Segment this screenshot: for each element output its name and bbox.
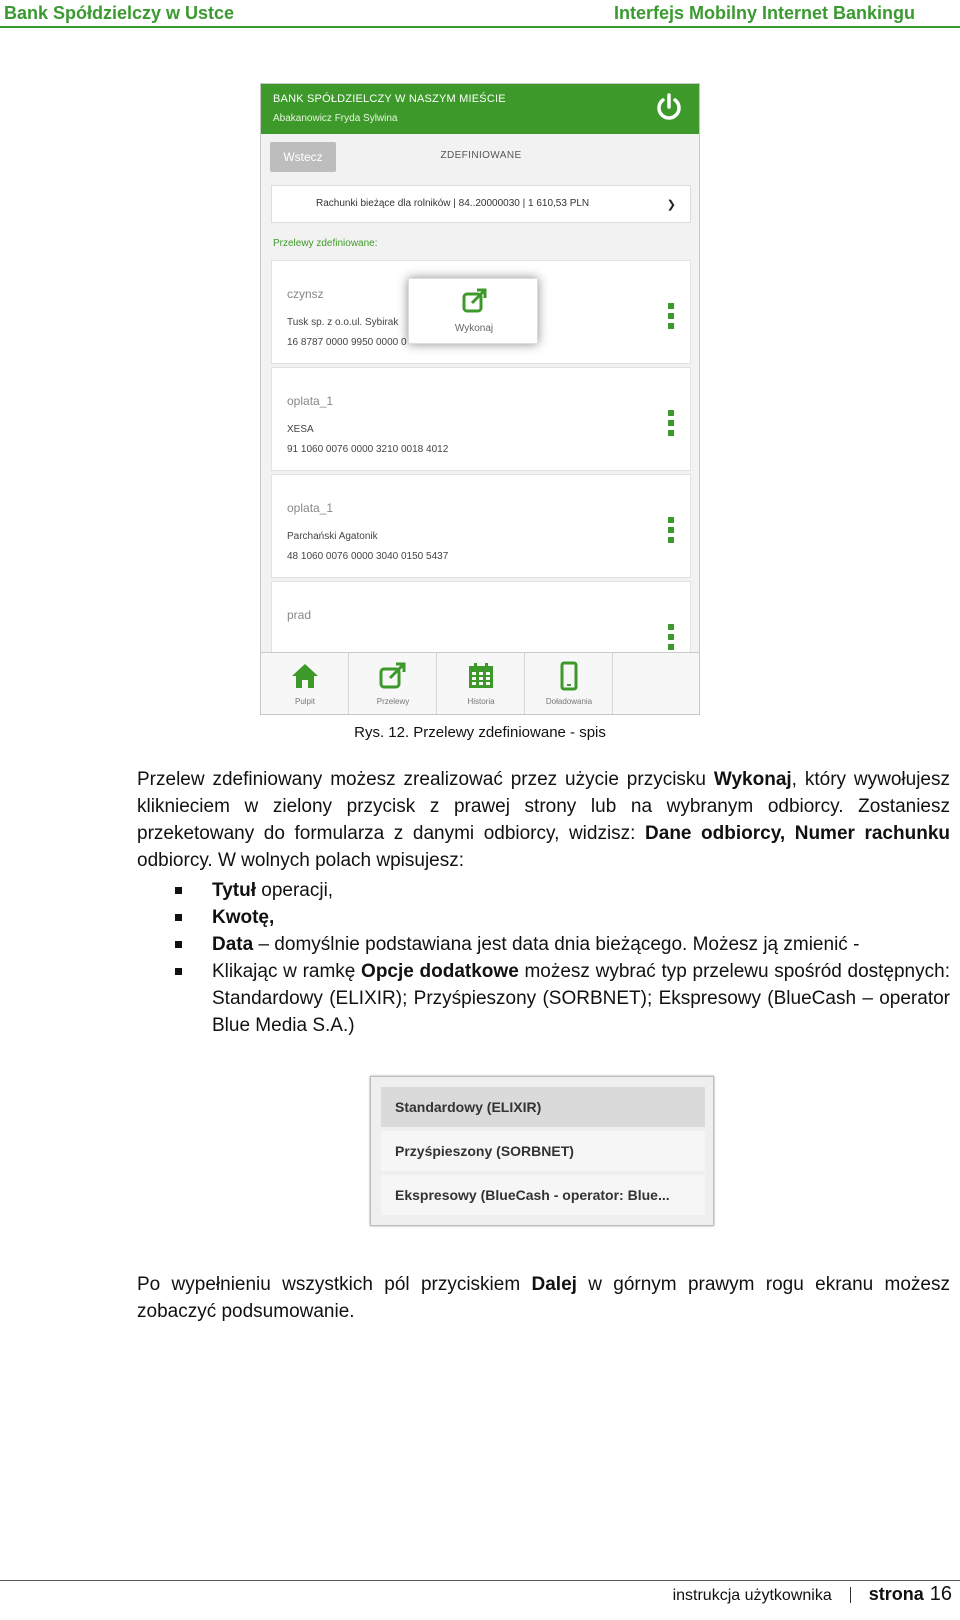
bold-run: Kwotę,	[212, 907, 275, 928]
bullet-marker	[175, 968, 182, 975]
power-icon[interactable]	[653, 92, 685, 124]
execute-popup[interactable]	[408, 278, 538, 344]
footer-doc-name: instrukcja użytkownika	[672, 1587, 832, 1604]
app-bank-name: BANK SPÓŁDZIELCZY W NASZYM MIEŚCIE	[273, 93, 506, 105]
app-topbar	[261, 84, 700, 134]
option-express-sorbnet[interactable]: Przyśpieszony (SORBNET)	[381, 1131, 705, 1171]
transfer-account: 91 1060 0076 0000 3210 0018 4012	[287, 444, 449, 455]
account-select-value: Rachunki bieżące dla rolników | 84..20000030 | 1 610,53 PLN	[316, 198, 590, 209]
more-options-icon[interactable]	[668, 517, 676, 547]
account-select[interactable]	[271, 185, 691, 223]
section-label: Przelewy zdefiniowane:	[273, 238, 378, 249]
transfer-name: oplata_1	[287, 501, 334, 515]
text-run: w górnym prawym rogu ekranu możesz zobaczyć podsumowanie.	[137, 1274, 951, 1322]
paragraph-intro	[137, 766, 950, 874]
text-run: Klikając w ramkę	[212, 961, 362, 982]
transfer-type-options	[370, 1076, 714, 1226]
transfer-payee: Parchański Agatonik	[287, 531, 378, 542]
bold-run: Opcje dodatkowe	[361, 961, 519, 982]
home-icon	[290, 661, 320, 691]
calendar-icon	[466, 661, 496, 691]
transfer-account: 16 8787 0000 9950 0000 0	[287, 337, 407, 348]
footer-page-word: strona	[868, 1584, 924, 1604]
transfer-card[interactable]	[271, 367, 691, 471]
bottom-nav	[261, 652, 700, 715]
nav-item-historia[interactable]	[437, 653, 525, 715]
figure-caption: Rys. 12. Przelewy zdefiniowane - spis	[354, 724, 606, 741]
option-express-bluecash[interactable]: Ekspresowy (BlueCash - operator: Blue...	[381, 1175, 705, 1215]
nav-item-doladowania[interactable]	[525, 653, 613, 715]
paragraph-summary	[137, 1271, 950, 1325]
bold-run: Dalej	[531, 1274, 577, 1295]
nav-label: Historia	[467, 697, 495, 706]
chevron-down-icon: ❯	[666, 199, 676, 211]
text-run: możesz wybrać typ przelewu spośród dostępnych: Standardowy (ELIXIR); Przyśpieszony (SORBNET); Ekspresowy (BlueCash – operator Blue Media S.A.)	[212, 961, 950, 1036]
nav-label: Doładowania	[545, 697, 593, 706]
bullet-marker	[175, 887, 182, 894]
more-options-icon[interactable]	[668, 624, 676, 654]
text-run: – domyślnie podstawiana jest data dnia bieżącego. Możesz ją zmienić -	[253, 934, 860, 955]
transfer-payee: XESA	[287, 424, 314, 435]
page-header	[0, 0, 960, 28]
screen-title: ZDEFINIOWANE	[440, 150, 522, 161]
bullet-marker	[175, 914, 182, 921]
transfer-icon	[378, 661, 408, 691]
back-button[interactable]: Wstecz	[270, 142, 336, 172]
more-options-icon[interactable]	[668, 410, 676, 440]
text-run: Po wypełnieniu wszystkich pól przyciskiem	[137, 1274, 532, 1295]
transfer-account: 48 1060 0076 0000 3040 0150 5437	[287, 551, 449, 562]
footer-separator	[850, 1587, 851, 1603]
execute-icon	[461, 287, 489, 315]
footer-divider	[0, 1580, 960, 1581]
transfer-card[interactable]	[271, 474, 691, 578]
text-run: , który wywołujesz kliknieciem w zielony przycisk z prawej strony lub na wybranym odbiorcy. Zostaniesz przeketowany do formularza z danymi odbiorcy, widzisz:	[137, 769, 950, 844]
bullet-list	[175, 877, 950, 1039]
list-item	[175, 931, 950, 958]
option-standard[interactable]: Standardowy (ELIXIR)	[381, 1087, 705, 1127]
text-run: Przelew zdefiniowany możesz zrealizować przez użycie przycisku	[137, 769, 714, 790]
transfer-name: czynsz	[287, 287, 324, 301]
bullet-marker	[175, 941, 182, 948]
mobile-screenshot	[260, 83, 700, 715]
phone-icon	[554, 661, 584, 691]
more-options-icon[interactable]	[668, 303, 676, 333]
document-header-title: Interfejs Mobilny Internet Bankingu	[613, 3, 915, 23]
list-item	[175, 904, 950, 931]
bold-run: Dane odbiorcy, Numer rachunku	[645, 823, 950, 844]
list-item	[175, 877, 950, 904]
bold-run: Tytuł	[212, 880, 256, 901]
transfer-name: prad	[287, 608, 312, 622]
nav-item-pulpit[interactable]	[261, 653, 349, 715]
page-footer	[673, 1583, 952, 1606]
document-bank-name: Bank Spółdzielczy w Ustce	[4, 3, 235, 23]
transfer-name: oplata_1	[287, 394, 334, 408]
list-item	[175, 958, 950, 1039]
app-user-name: Abakanowicz Fryda Sylwina	[273, 113, 398, 124]
page-number: 16	[929, 1583, 952, 1605]
transfer-payee: Tusk sp. z o.o.ul. Sybirak	[287, 317, 399, 328]
text-run: odbiorcy. W wolnych polach wpisujesz:	[137, 850, 465, 871]
nav-item-przelewy[interactable]	[349, 653, 437, 715]
execute-label: Wykonaj	[454, 323, 494, 334]
bold-run: Data	[212, 934, 254, 955]
nav-label: Pulpit	[294, 697, 315, 706]
nav-label: Przelewy	[376, 697, 410, 706]
bold-run: Wykonaj	[713, 769, 792, 790]
text-run: operacji,	[255, 880, 334, 901]
